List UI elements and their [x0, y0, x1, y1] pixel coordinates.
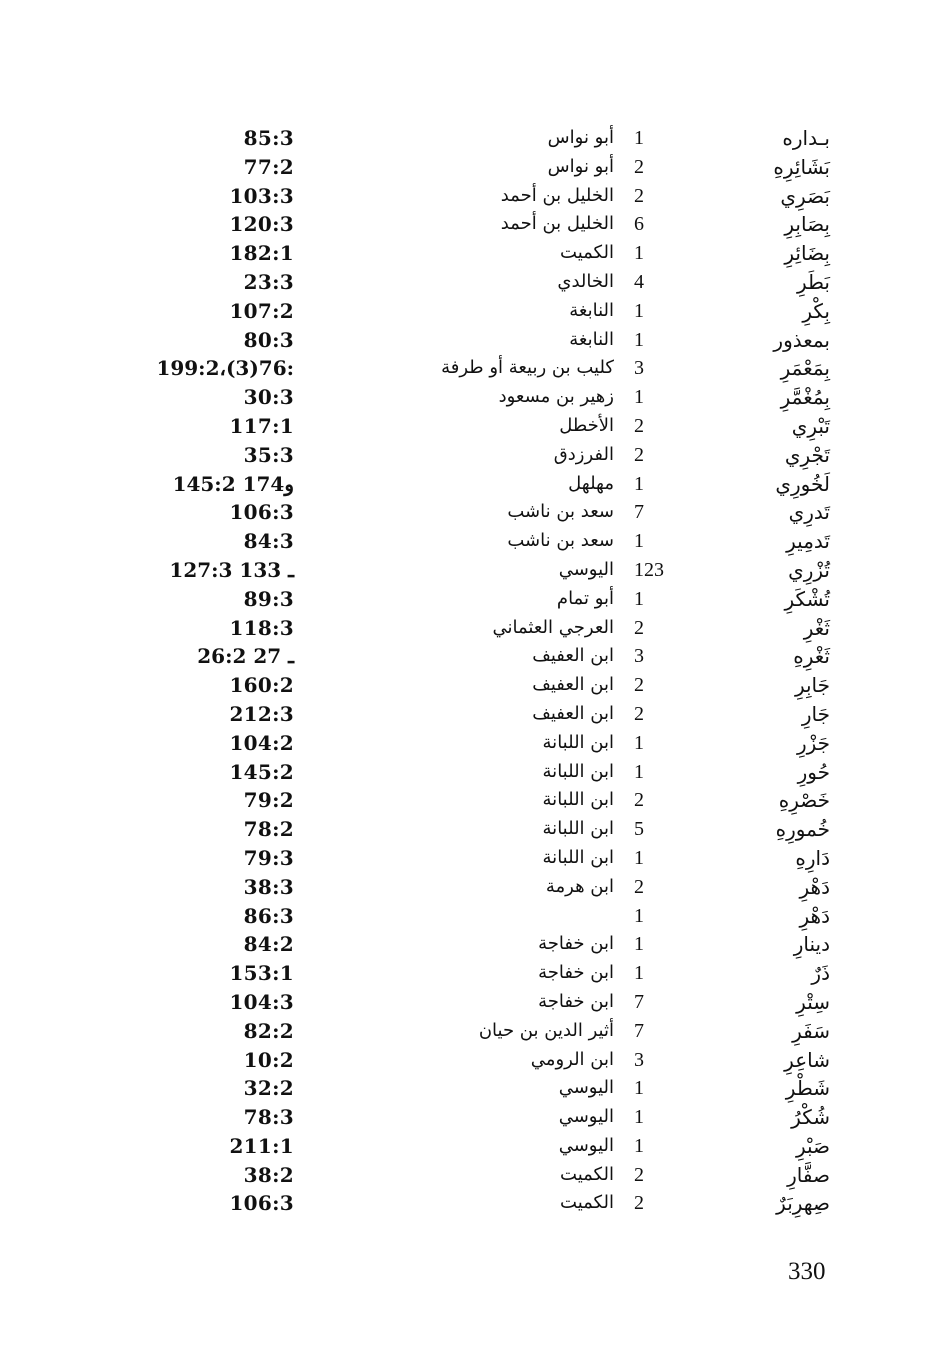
verse-count: 2	[634, 616, 644, 639]
index-row	[150, 1103, 840, 1132]
index-row	[150, 873, 840, 902]
index-row	[150, 1132, 840, 1161]
page-reference: 84:2	[243, 932, 294, 957]
page-reference: 26:2 ـ 27	[197, 644, 294, 669]
rhyme-word: دينارِ	[793, 932, 830, 957]
rhyme-word: دَارِهِ	[795, 845, 830, 870]
poet-name: ابن اللبانة	[542, 818, 614, 840]
verse-count: 2	[634, 155, 644, 178]
poet-name: ابن اللبانة	[542, 731, 614, 753]
poet-name: زهير بن مسعود	[498, 386, 614, 408]
page-reference: 211:1	[229, 1133, 294, 1158]
poet-name: أثير الدين بن حيان	[478, 1019, 614, 1041]
verse-count: 1	[634, 846, 644, 869]
verse-count: 3	[634, 357, 644, 380]
verse-count: 1	[634, 587, 644, 610]
index-row	[150, 412, 840, 441]
verse-count: 3	[634, 1048, 644, 1071]
poet-name: العرجي العثماني	[492, 616, 614, 638]
poet-name: كليب بن ربيعة أو طرفة	[441, 357, 614, 379]
poet-name: ابن هرمة	[545, 875, 614, 897]
rhyme-word: ثَغْرِ	[803, 615, 830, 640]
poet-name: الكميت	[560, 242, 614, 264]
page-reference: 79:2	[243, 788, 294, 813]
page-reference: 104:3	[229, 989, 294, 1014]
page-reference: 32:2	[243, 1076, 294, 1101]
page-reference: 107:2	[229, 298, 294, 323]
page-reference: 104:2	[229, 730, 294, 755]
index-row	[150, 959, 840, 988]
page-reference: 10:2	[243, 1047, 294, 1072]
poet-name: ابن خفاجة	[538, 933, 614, 955]
index-row	[150, 498, 840, 527]
index-row	[150, 988, 840, 1017]
poet-name: ابن العفيف	[532, 702, 614, 724]
verse-count: 1	[634, 1134, 644, 1157]
index-row	[150, 354, 840, 383]
verse-count: 2	[634, 875, 644, 898]
rhyme-word: بَشَائِرِهِ	[773, 154, 830, 179]
index-row	[150, 239, 840, 268]
rhyme-word: بِضَائِرِ	[784, 241, 830, 266]
rhyme-word: حُورِ	[797, 759, 830, 784]
page-reference: 145:2 و174	[172, 471, 294, 496]
poet-name: ابن خفاجة	[538, 962, 614, 984]
index-row	[150, 614, 840, 643]
poet-name: ابن اللبانة	[542, 846, 614, 868]
page-reference: 117:1	[229, 413, 294, 438]
page-reference: 30:3	[243, 385, 294, 410]
poet-name: الخليل بن أحمد	[500, 184, 614, 206]
rhyme-word: تَبْرِي	[791, 413, 830, 438]
index-row	[150, 297, 840, 326]
verse-count: 4	[634, 270, 644, 293]
page-reference: 82:2	[243, 1018, 294, 1043]
page-reference: 127:3 ـ 133	[169, 557, 294, 582]
index-row	[150, 642, 840, 671]
verse-count: 1	[634, 472, 644, 495]
index-row	[150, 1074, 840, 1103]
verse-count: 7	[634, 990, 644, 1013]
index-row	[150, 1161, 840, 1190]
page-reference: 80:3	[243, 327, 294, 352]
index-row	[150, 182, 840, 211]
poet-name: سعد بن ناشب	[507, 530, 614, 552]
verse-count: 2	[634, 702, 644, 725]
poet-name: اليوسي	[558, 1134, 614, 1156]
poet-name: اليوسي	[558, 1077, 614, 1099]
index-row	[150, 326, 840, 355]
rhyme-word: تُشْكَرِ	[784, 586, 830, 611]
poet-name: ابن العفيف	[532, 674, 614, 696]
page-reference: 77:2	[243, 154, 294, 179]
verse-count: 1	[634, 386, 644, 409]
page-reference: 85:3	[243, 126, 294, 150]
rhyme-word: بَصَرِي	[780, 183, 830, 208]
verse-count: 3	[634, 645, 644, 668]
rhyme-word: ثَغْرِهِ	[793, 644, 830, 669]
rhyme-word: سِتْرِ	[796, 989, 830, 1014]
index-row	[150, 556, 840, 585]
rhyme-word: دَهْرِ	[799, 903, 830, 928]
rhyme-word: دَهْرِ	[799, 874, 830, 899]
page-reference: 78:3	[243, 1105, 294, 1130]
verse-count: 1	[634, 299, 644, 322]
poet-name: الخليل بن أحمد	[500, 213, 614, 235]
rhyme-word: تَدمِيرِ	[786, 529, 830, 554]
index-row	[150, 930, 840, 959]
page-reference: 120:3	[229, 212, 294, 237]
poet-name: أبو نواس	[547, 127, 614, 148]
rhyme-word: تَجْرِي	[784, 442, 830, 467]
page-reference: 84:3	[243, 529, 294, 554]
index-row	[150, 441, 840, 470]
poet-name: أبو نواس	[547, 155, 614, 177]
verse-count: 1	[634, 760, 644, 783]
verse-count: 1	[634, 904, 644, 927]
page-reference: 78:2	[243, 817, 294, 842]
rhyme-word: ذَرٌ	[811, 961, 830, 986]
index-row	[150, 1017, 840, 1046]
verse-count: 1	[634, 242, 644, 265]
index-row	[150, 210, 840, 239]
verse-count: 2	[634, 789, 644, 812]
poet-name: الكميت	[560, 1192, 614, 1214]
page-reference: 35:3	[243, 442, 294, 467]
poet-name: النابغة	[569, 299, 614, 321]
verse-count: 1	[634, 731, 644, 754]
page-reference: 89:3	[243, 586, 294, 611]
poet-name: ابن خفاجة	[538, 990, 614, 1012]
page-reference: 182:1	[229, 241, 294, 266]
verse-count: 2	[634, 1163, 644, 1186]
verse-count: 1	[634, 328, 644, 351]
rhyme-word: صِهرِبَرٌ	[776, 1191, 830, 1216]
page-reference: 79:3	[243, 845, 294, 870]
index-row	[150, 729, 840, 758]
poet-name: ابن اللبانة	[542, 789, 614, 811]
rhyme-word: جَزْرِ	[796, 730, 830, 755]
verse-count: 2	[634, 184, 644, 207]
verse-count: 6	[634, 213, 644, 236]
rhyme-word: شَطْرِ	[785, 1076, 830, 1101]
verse-count: 5	[634, 818, 644, 841]
verse-count: 1	[634, 933, 644, 956]
rhyme-word: بِمُغْمَّرِ	[780, 385, 830, 410]
verse-count: 123	[634, 558, 664, 581]
page-reference: 212:3	[229, 701, 294, 726]
rhyme-word: شاعِرِ	[784, 1047, 830, 1072]
poet-name: ابن اللبانة	[542, 760, 614, 782]
rhyme-word: شُكْرُ	[791, 1105, 830, 1130]
rhyme-word: صفَّارِ	[787, 1162, 830, 1187]
rhyme-word: سَفَرِ	[792, 1018, 830, 1043]
rhyme-word: بِكْرِ	[802, 298, 830, 323]
page-reference: 199:2،(3)76:	[156, 356, 294, 381]
index-row	[150, 815, 840, 844]
page-reference: 106:3	[229, 1191, 294, 1216]
index-row	[150, 758, 840, 787]
rhyme-word: جَارِ	[801, 701, 830, 726]
index-row	[150, 902, 840, 931]
verse-count: 1	[634, 127, 644, 149]
rhyme-word: بَطَرِ	[796, 269, 830, 294]
index-row	[150, 700, 840, 729]
page-reference: 160:2	[229, 673, 294, 698]
verse-count: 7	[634, 501, 644, 524]
index-row	[150, 153, 840, 182]
rhyme-word: جَابِرِ	[794, 673, 830, 698]
verse-count: 2	[634, 414, 644, 437]
rhyme-index-table	[150, 124, 840, 1218]
poet-name: اليوسي	[558, 558, 614, 580]
poet-name: ابن الرومي	[530, 1048, 614, 1070]
verse-count: 1	[634, 1077, 644, 1100]
rhyme-word: خَصْرِهِ	[778, 788, 830, 813]
page-number: 330	[788, 1258, 826, 1285]
verse-count: 1	[634, 1106, 644, 1129]
poet-name: مهلهل	[568, 472, 614, 494]
poet-name: سعد بن ناشب	[507, 501, 614, 523]
index-row	[150, 844, 840, 873]
page-reference: 86:3	[243, 903, 294, 928]
index-row	[150, 585, 840, 614]
index-row	[150, 786, 840, 815]
poet-name: اليوسي	[558, 1106, 614, 1128]
page-reference: 103:3	[229, 183, 294, 208]
page-reference: 23:3	[243, 269, 294, 294]
rhyme-word: تَدرِي	[788, 500, 830, 525]
poet-name: الفرزدق	[553, 443, 614, 465]
index-row	[150, 383, 840, 412]
verse-count: 2	[634, 443, 644, 466]
verse-count: 2	[634, 1192, 644, 1215]
poet-name: أبو تمام	[556, 587, 614, 609]
verse-count: 7	[634, 1019, 644, 1042]
rhyme-word: تُزْرِي	[788, 557, 830, 582]
index-row	[150, 1189, 840, 1218]
verse-count: 2	[634, 674, 644, 697]
rhyme-word: صَبْرِ	[795, 1133, 830, 1158]
rhyme-word: بمعذور	[773, 327, 830, 352]
page-reference: 106:3	[229, 500, 294, 525]
page-reference: 145:2	[229, 759, 294, 784]
verse-count: 1	[634, 530, 644, 553]
index-row	[150, 1046, 840, 1075]
index-row	[150, 124, 840, 153]
index-row	[150, 470, 840, 499]
page-reference: 118:3	[229, 615, 294, 640]
index-row	[150, 268, 840, 297]
page-reference: 153:1	[229, 961, 294, 986]
rhyme-word: لَخُورِي	[775, 471, 830, 496]
poet-name: النابغة	[569, 328, 614, 350]
verse-count: 1	[634, 962, 644, 985]
poet-name: الأخطل	[559, 414, 614, 436]
poet-name: الخالدي	[557, 270, 614, 292]
index-row	[150, 527, 840, 556]
index-row	[150, 671, 840, 700]
rhyme-word: بـداره	[782, 126, 830, 150]
page-reference: 38:3	[243, 874, 294, 899]
rhyme-word: بِمَعْمَرِ	[780, 356, 830, 381]
rhyme-word: بِصَابِرِ	[784, 212, 830, 237]
poet-name: الكميت	[560, 1163, 614, 1185]
page-reference: 38:2	[243, 1162, 294, 1187]
rhyme-word: خُمورِهِ	[775, 817, 830, 842]
poet-name: ابن العفيف	[532, 645, 614, 667]
